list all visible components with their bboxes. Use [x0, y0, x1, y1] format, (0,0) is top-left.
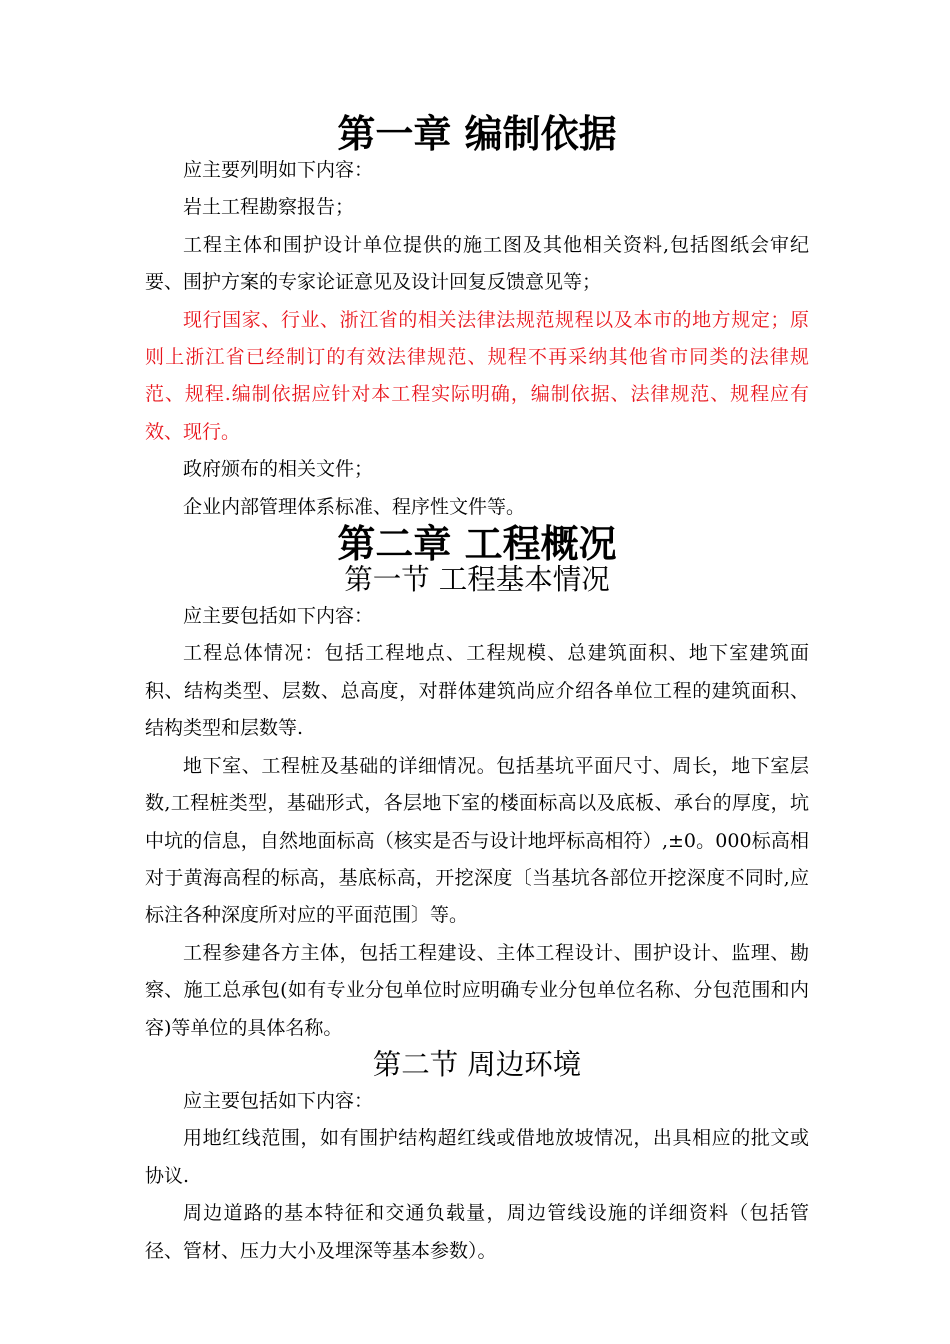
highlighted-paragraph: 现行国家、行业、浙江省的相关法律法规范规程以及本市的地方规定；原则上浙江省已经制订的有效法律规范、规程不再采纳其他省市同类的法律规范、规程.编制依据应针对本工程实际明确，编制依据、法律规范、规程应有效、现行。	[145, 308, 809, 443]
paragraph: 工程总体情况：包括工程地点、工程规模、总建筑面积、地下室建筑面积、结构类型、层数、总高度，对群体建筑尚应介绍各单位工程的建筑面积、结构类型和层数等.	[145, 642, 809, 740]
paragraph: 工程主体和围护设计单位提供的施工图及其他相关资料,包括图纸会审纪要、围护方案的专家论证意见及设计回复反馈意见等；	[145, 233, 809, 294]
document-page	[145, 111, 809, 1270]
chapter-1-title: 第一章 编制依据	[337, 111, 617, 156]
section-2-title: 第二节 周边环境	[372, 1047, 582, 1081]
paragraph: 用地红线范围，如有围护结构超红线或借地放坡情况，出具相应的批文或协议.	[145, 1127, 809, 1187]
paragraph: 周边道路的基本特征和交通负载量，周边管线设施的详细资料（包括管径、管材、压力大小及埋深等基本参数）。	[145, 1202, 809, 1262]
paragraph: 岩土工程勘察报告；	[183, 196, 355, 219]
paragraph: 应主要包括如下内容：	[183, 605, 374, 628]
section-1-title: 第一节 工程基本情况	[344, 563, 610, 597]
paragraph: 工程参建各方主体，包括工程建设、主体工程设计、围护设计、监理、勘察、施工总承包(如有专业分包单位时应明确专业分包单位名称、分包范围和内容)等单位的具体名称。	[145, 941, 809, 1039]
paragraph: 企业内部管理体系标准、程序性文件等。	[183, 495, 526, 518]
paragraph: 政府颁布的相关文件；	[183, 458, 374, 481]
paragraph: 应主要列明如下内容：	[183, 159, 374, 181]
paragraph: 地下室、工程桩及基础的详细情况。包括基坑平面尺寸、周长，地下室层数,工程桩类型，基础形式，各层地下室的楼面标高以及底板、承台的厚度，坑中坑的信息，自然地面标高（核实是否与设计地坪标高相符）,±0。000标高相对于黄海高程的标高，基底标高，开挖深度〔当基坑各部位开挖深度不同时,应标注各种深度所对应的平面范围〕等。	[145, 754, 809, 927]
paragraph: 应主要包括如下内容：	[183, 1089, 374, 1112]
chapter-2-title: 第二章 工程概况	[337, 521, 617, 567]
